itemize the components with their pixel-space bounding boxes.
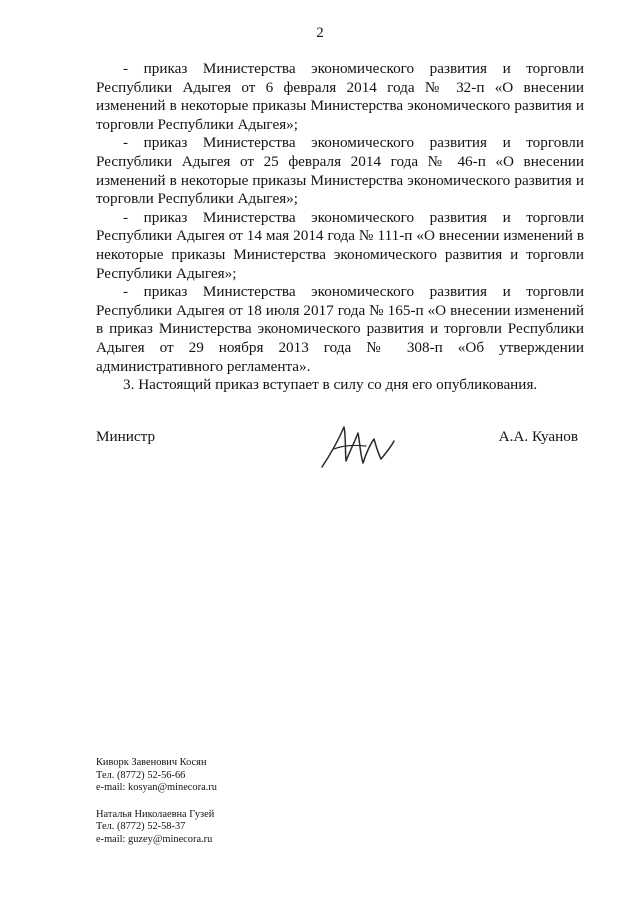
paragraph-order-item-2: - приказ Министерства экономического развития и торговли Республики Адыгея от 25 февраля 2014 года № 46-п «О внесении изменений в некоторые приказы Министерства экономического развития и торговли Республики Адыгея»; [96, 134, 584, 208]
signer-title: Министр [96, 428, 156, 445]
paragraph-order-item-1: - приказ Министерства экономического развития и торговли Республики Адыгея от 6 февраля 2014 года № 32-п «О внесении изменений в некоторые приказы Министерства экономического развития и торговли Республики Адыгея»; [96, 60, 584, 133]
paragraph-order-item-3: - приказ Министерства экономического развития и торговли Республики Адыгея от 14 мая 2014 года № 111-п «О внесении изменений в некоторые приказы Министерства экономического развития и торговли Республики Адыгея»; [96, 208, 584, 282]
contact-name: Наталья Николаевна Гузей [96, 808, 215, 820]
signature-block [96, 425, 584, 475]
contact-name: Киворк Завенович Косян [96, 757, 207, 768]
handwritten-signature [318, 419, 404, 475]
contact-email: e-mail: kosyan@minecora.ru [96, 782, 217, 794]
paragraph-order-item-4: - приказ Министерства экономического развития и торговли Республики Адыгея от 18 июля 2017 года № 165-п «О внесении изменений в приказ Министерства экономического развития и торговли Республики Адыгея от 29 ноября 2013 года № 308-п «Об утверждении административного регламента». [96, 283, 584, 375]
contact-list [96, 757, 217, 861]
contact-block [96, 809, 217, 847]
contact-phone: Тел. (8772) 52-58-37 [96, 821, 186, 833]
contact-block [96, 757, 217, 795]
contact-phone: Тел. (8772) 52-56-66 [96, 769, 186, 781]
contact-email: e-mail: guzey@minecora.ru [96, 833, 213, 845]
document-body [96, 60, 584, 395]
paragraph-effective-date: 3. Настоящий приказ вступает в силу со дня его опубликования. [123, 376, 538, 394]
page-number: 2 [316, 25, 324, 41]
signer-name: А.А. Куанов [498, 428, 578, 445]
